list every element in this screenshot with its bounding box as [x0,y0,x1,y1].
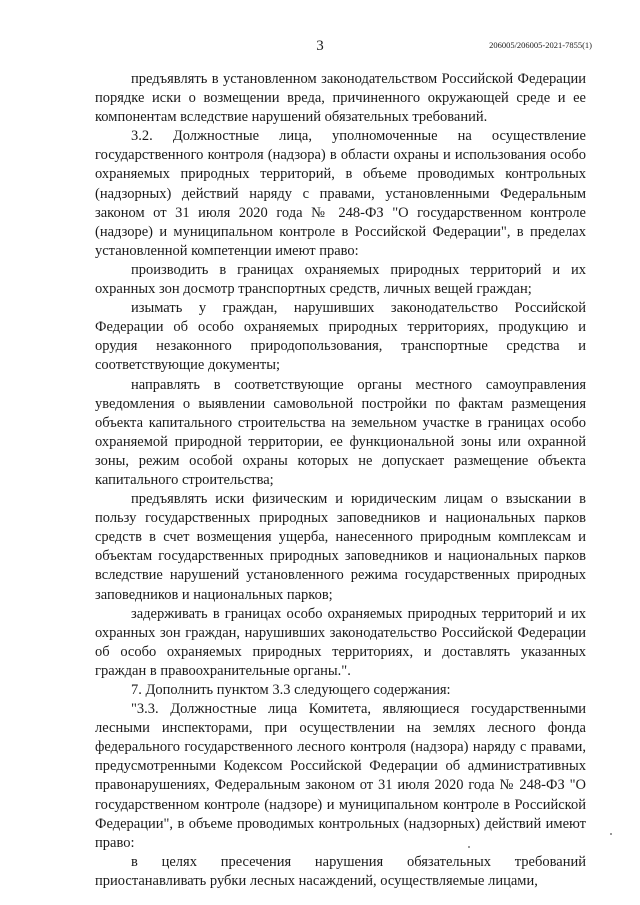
paragraph-inspection: производить в границах охраняемых природных территорий и их охранных зон досмотр транспортных средств, личных вещей граждан; [95,261,586,298]
paragraph-item-7: 7. Дополнить пунктом 3.3 следующего содержания: [131,682,451,698]
paragraph-seizure: изымать у граждан, нарушивших законодательство Российской Федерации об особо охраняемых природных территориях, продукцию и орудия незаконного природопользования, транспортные средства и соответствующие документы; [95,300,586,374]
paragraph-logging-suspension: в целях пресечения нарушения обязательных требований приостанавливать рубки лесных насаждений, осуществляемые лицами, [95,853,586,889]
document-body [95,70,586,891]
page-number: 3 [316,38,324,54]
scan-artifact [468,846,470,848]
document-id: 206005/206005-2021-7855(1) [489,40,592,50]
paragraph-3-3: "3.3. Должностные лица Комитета, являющиеся государственными лесными инспекторами, при осуществлении на землях лесного фонда федерального государственного лесного контроля (надзора) наряду с правами, предусмотренными Кодексом Российской Федерации об административных правонарушениях, Федеральным законом от 31 июля 2020 года № 248-ФЗ "О государственном контроле (надзоре) и муниципальном контроле в Российской Федерации", в объеме проводимых контрольных (надзорных) действий имеют право: [95,701,586,851]
paragraph-lawsuit-damage: предъявлять в установленном законодательством Российской Федерации порядке иски о возмещении вреда, причиненного окружающей среде и ее компонентам вследствие нарушений обязательных требований. [95,71,586,126]
scan-artifact [610,833,612,835]
paragraph-3-2: 3.2. Должностные лица, уполномоченные на осуществление государственного контроля (надзора) в области охраны и использования особо охраняемых природных территорий, в объеме проводимых контрольных (надзорных) действий наряду с правами, установленными Федеральным законом от 31 июля 2020 года № 248-ФЗ "О государственном контроле (надзоре) и муниципальном контроле в Российской Федерации", в пределах установленной компетенции имеют право: [95,128,586,259]
paragraph-lawsuits: предъявлять иски физическим и юридическим лицам о взыскании в пользу государственных природных заповедников и национальных парков средств в счет возмещения ущерба, нанесенного природным комплексам и объектам государственных природных заповедников и национальных парков вследствие нарушений установленного режима государственных природных заповедников и национальных парков; [95,491,586,603]
paragraph-detention: задерживать в границах особо охраняемых природных территорий и их охранных зон граждан, нарушивших законодательство Российской Федерации об особо охраняемых природных территориях, и доставлять указанных граждан в правоохранительные органы.". [95,605,586,679]
paragraph-notification: направлять в соответствующие органы местного самоуправления уведомления о выявлении самовольной постройки по фактам размещения объекта капитального строительства на земельном участке в границах особо охраняемой природной территории, ее функциональной зоны или охранной зоны, режим особой охраны которых не допускает размещение объекта капитального строительства; [95,376,586,488]
